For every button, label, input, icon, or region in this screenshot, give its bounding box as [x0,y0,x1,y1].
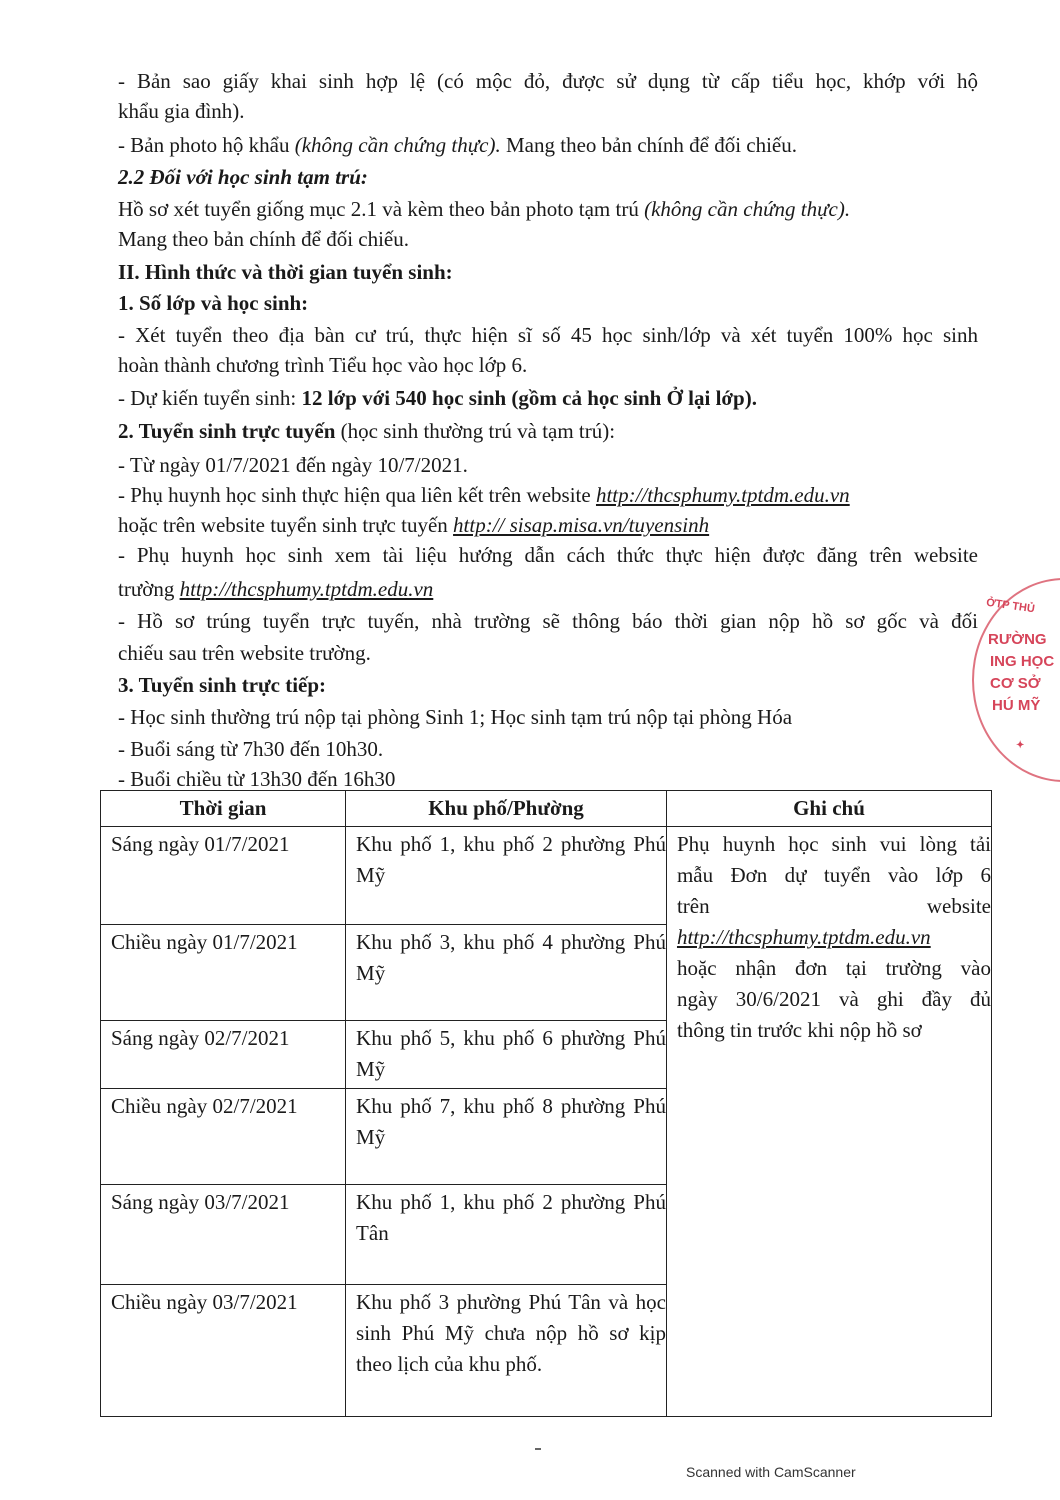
note-website-link[interactable]: http://thcsphumy.tptdm.edu.vn [676,925,931,949]
text-line: - Từ ngày 01/7/2021 đến ngày 10/7/2021. [118,453,468,477]
cell-time: Sáng ngày 02/7/2021 [101,1021,346,1089]
text-line: - Xét tuyển theo địa bàn cư trú, thực hiện sĩ số 45 học sinh/lớp và xét tuyển 100% học sinh [118,323,978,347]
stamp-star-icon: ✦ [1016,740,1025,751]
cell-time: Chiều ngày 01/7/2021 [101,925,346,1021]
table-header-row [101,791,992,827]
note-line: Phụ huynh học sinh vui lòng tải [676,832,991,856]
header-note: Ghi chú [666,791,991,827]
text-line [118,383,978,413]
website-link[interactable]: http://thcsphumy.tptdm.edu.vn [595,483,850,507]
text-line: - Buổi sáng từ 7h30 đến 10h30. [118,737,384,761]
note-line: thông tin trước khi nộp hồ sơ [676,1018,922,1042]
text-span: - Bản photo hộ khẩu [118,133,295,157]
website-link[interactable]: http://thcsphumy.tptdm.edu.vn [179,577,434,601]
schedule-table [100,790,992,1417]
text-span-italic: (không cần chứng thực). [294,133,501,157]
note-line: trên website [676,894,991,918]
text-line [118,574,978,604]
text-line: - Phụ huynh học sinh xem tài liệu hướng dẫn cách thức thực hiện được đăng trên website [118,543,978,567]
cell-area: Khu phố 1, khu phố 2 phường Phú Mỹ [346,827,667,925]
text-line [118,480,978,510]
cell-time: Sáng ngày 01/7/2021 [101,827,346,925]
stamp-text: CƠ SỞ [990,675,1041,692]
text-line [118,510,978,540]
text-span: (học sinh thường trú và tạm trú): [335,419,616,443]
text-line: - Học sinh thường trú nộp tại phòng Sinh 1; Học sinh tạm trú nộp tại phòng Hóa [118,705,793,729]
scanner-footer: Scanned with CamScanner [686,1464,856,1480]
section-heading: 2.2 Đối với học sinh tạm trú: [118,165,368,189]
cell-time: Sáng ngày 03/7/2021 [101,1185,346,1285]
text-line [118,194,978,224]
text-line [118,130,978,160]
page-mark [535,1448,541,1450]
note-line: mẫu Đơn dự tuyển vào lớp 6 [676,863,991,887]
stamp-text: RƯỜNG [988,631,1047,648]
text-line: - Buổi chiều từ 13h30 đến 16h30 [118,767,396,791]
text-span: - Phụ huynh học sinh thực hiện qua liên kết trên website [118,483,596,507]
section-heading: II. Hình thức và thời gian tuyển sinh: [118,260,453,284]
stamp-text: ING HỌC [990,653,1055,670]
enrollment-link[interactable]: http:// sisap.misa.vn/tuyensinh [453,513,710,537]
cell-area: Khu phố 3, khu phố 4 phường Phú Mỹ [346,925,667,1021]
text-span: trường [118,577,180,601]
stamp-text: ỞTP THỦ [985,596,1036,616]
school-stamp [972,578,1060,784]
stamp-text: HÚ MỸ [992,697,1041,714]
text-line [118,416,978,446]
note-line: ngày 30/6/2021 và ghi đầy đủ [676,987,991,1011]
section-heading: 1. Số lớp và học sinh: [118,291,309,315]
text-line: khẩu gia đình). [118,99,245,123]
text-line: Mang theo bản chính để đối chiếu. [118,227,410,251]
cell-time: Chiều ngày 03/7/2021 [101,1285,346,1417]
cell-time: Chiều ngày 02/7/2021 [101,1089,346,1185]
text-line: chiếu sau trên website trường. [118,641,371,665]
header-time: Thời gian [101,791,346,827]
cell-area: Khu phố 5, khu phố 6 phường Phú Mỹ [346,1021,667,1089]
text-span: Hồ sơ xét tuyển giống mục 2.1 và kèm theo bản photo tạm trú [118,197,645,221]
text-line: - Bản sao giấy khai sinh hợp lệ (có mộc đỏ, được sử dụng từ cấp tiểu học, khớp với hộ [118,69,978,93]
text-span-bold: 12 lớp với 540 học sinh (gồm cả học sinh Ở lại lớp). [301,386,757,410]
table-row [101,827,992,925]
text-line: - Hồ sơ trúng tuyển trực tuyến, nhà trường sẽ thông báo thời gian nộp hồ sơ gốc và đối [118,609,978,633]
cell-area: Khu phố 1, khu phố 2 phường Phú Tân [346,1185,667,1285]
text-line: hoàn thành chương trình Tiểu học vào học lớp 6. [118,353,528,377]
text-span: Mang theo bản chính để đối chiếu. [500,133,798,157]
text-span: - Dự kiến tuyển sinh: [118,386,302,410]
cell-area: Khu phố 3 phường Phú Tân và học sinh Phú Mỹ chưa nộp hồ sơ kịp theo lịch của khu phố. [346,1285,667,1417]
note-line: hoặc nhận đơn tại trường vào [676,956,991,980]
cell-note [666,827,991,1417]
header-area: Khu phố/Phường [346,791,667,827]
cell-area: Khu phố 7, khu phố 8 phường Phú Mỹ [346,1089,667,1185]
section-heading: 3. Tuyển sinh trực tiếp: [118,673,327,697]
text-span-italic: (không cần chứng thực). [644,197,851,221]
section-heading: 2. Tuyển sinh trực tuyến [118,419,336,443]
text-span: hoặc trên website tuyển sinh trực tuyến [118,513,454,537]
